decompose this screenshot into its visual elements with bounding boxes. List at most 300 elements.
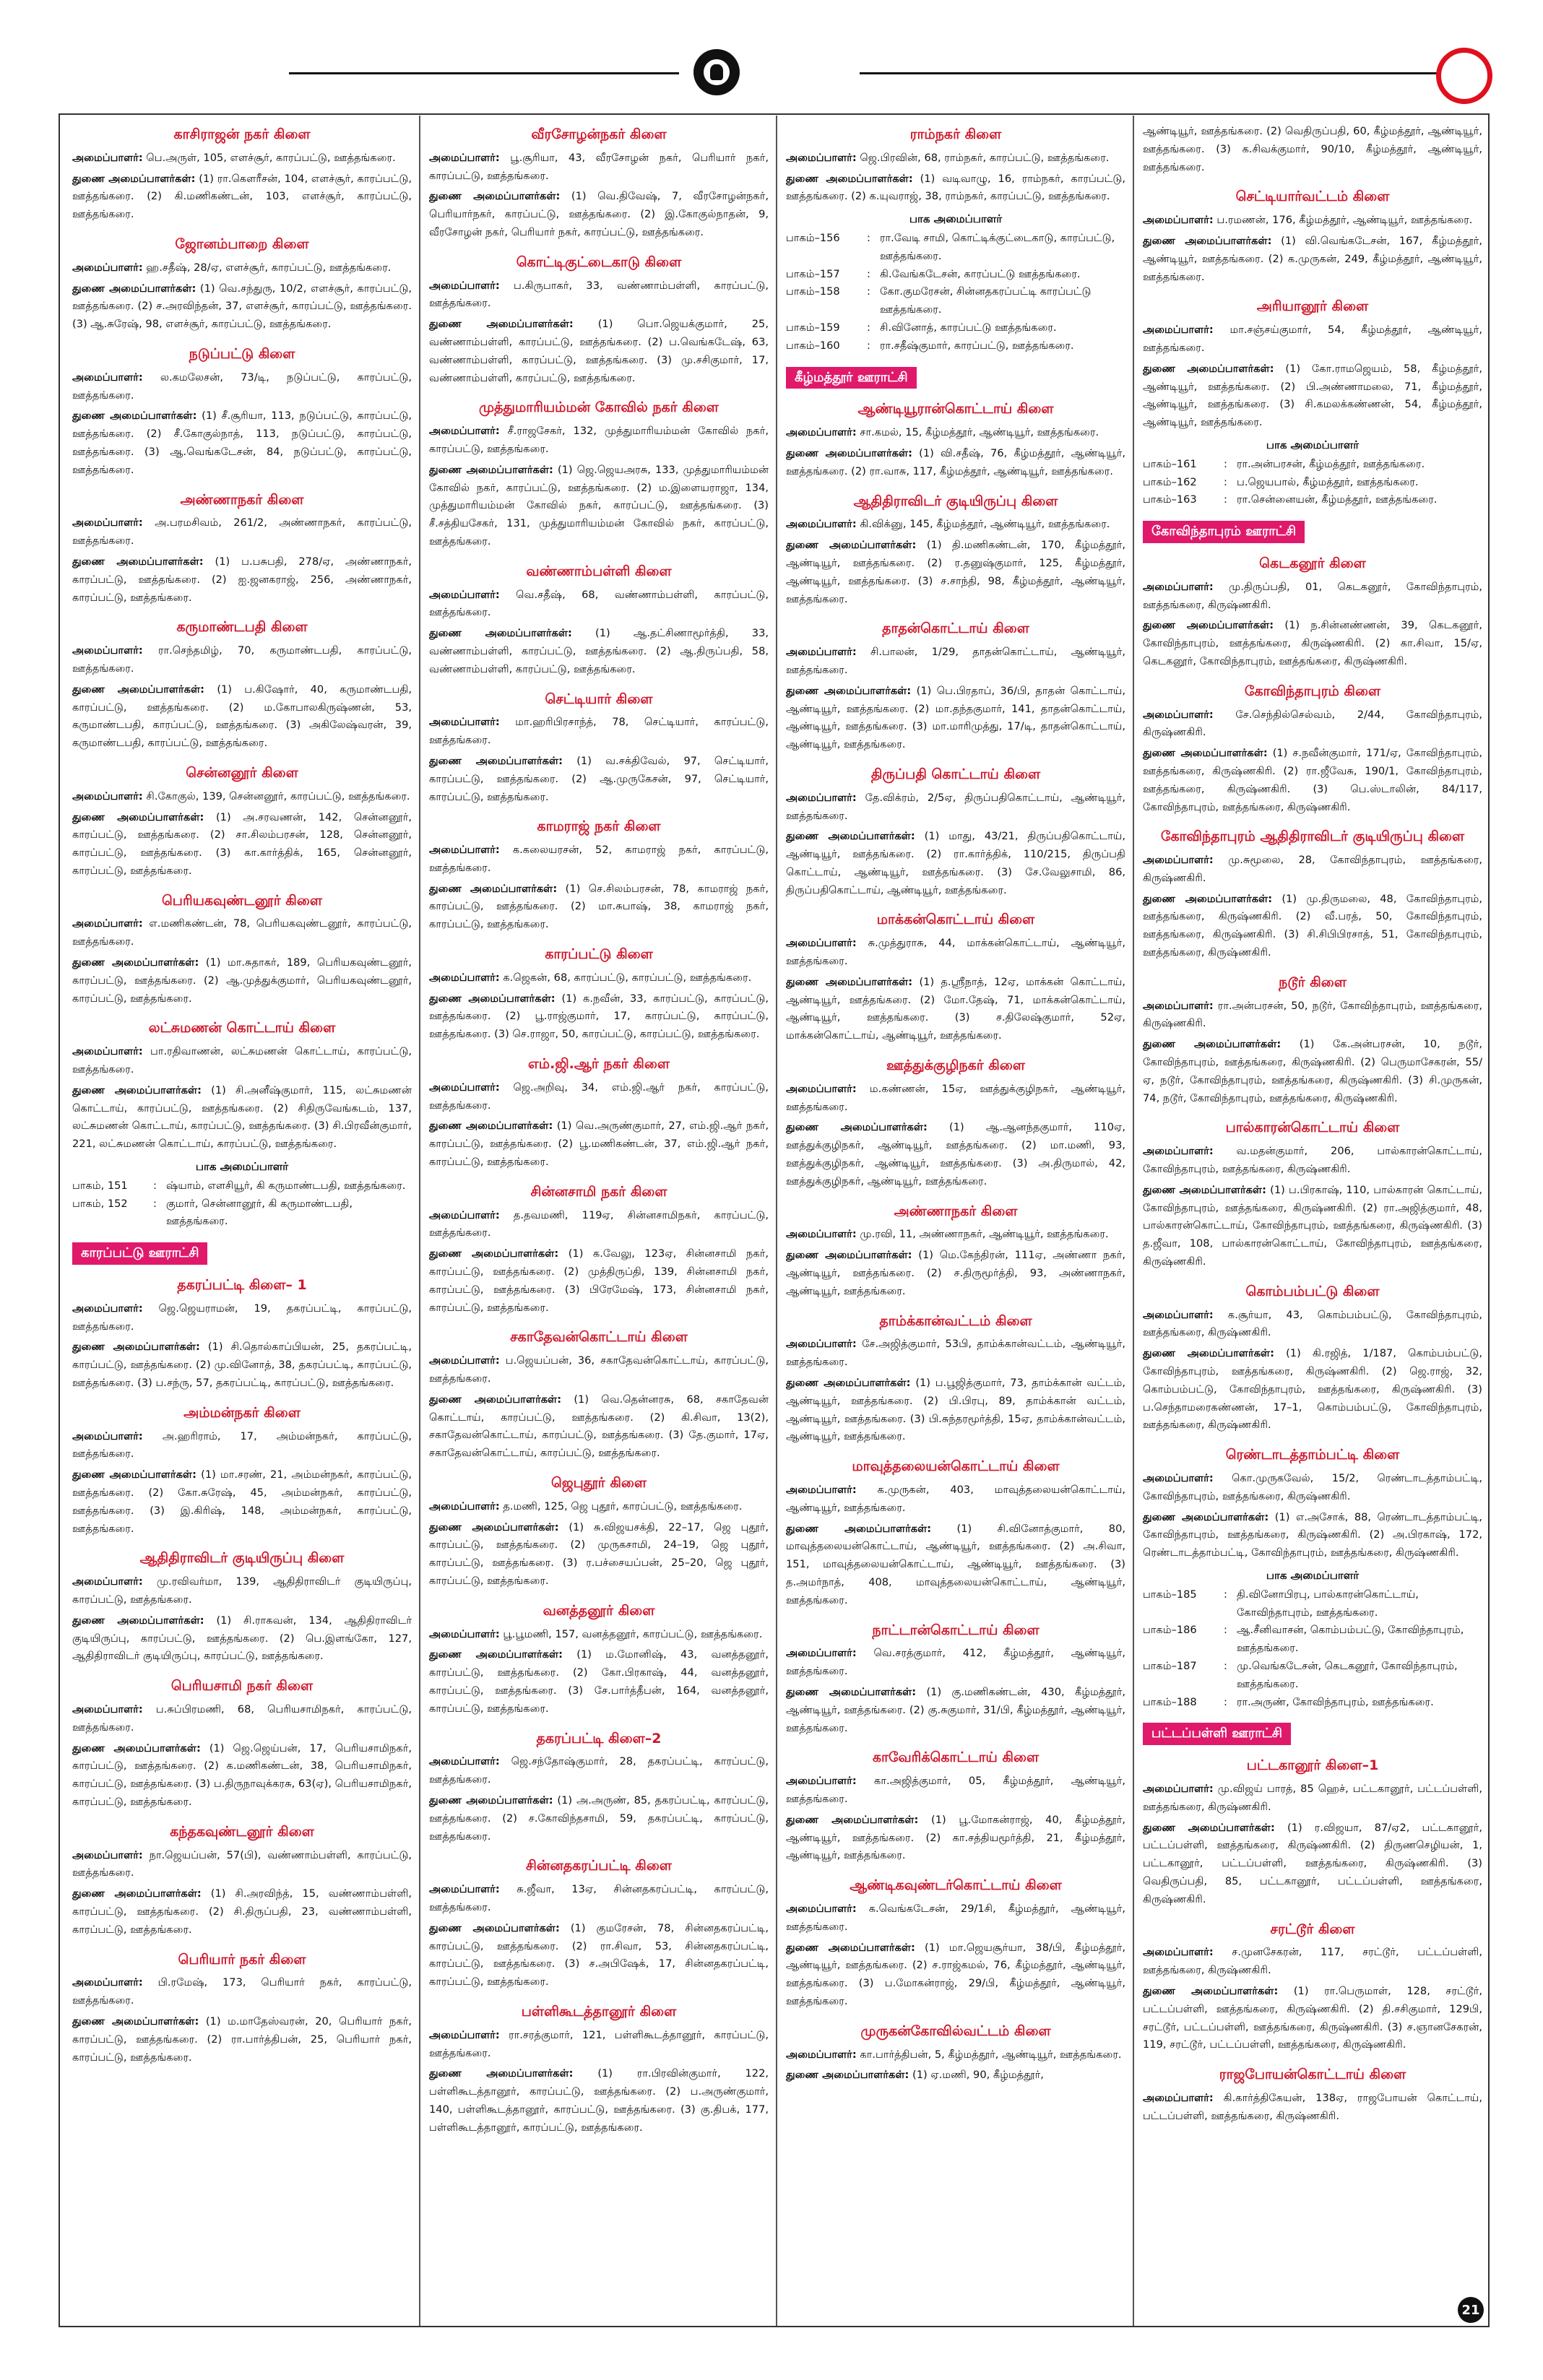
role-label: துணை அமைப்பாளர்கள்: <box>1143 619 1274 632</box>
role-label: துணை அமைப்பாளர்கள்: <box>72 555 204 568</box>
member-entry <box>429 1352 769 1388</box>
member-entry <box>1143 1470 1482 1506</box>
member-details: அ.பரமசிவம், 261/2, அண்ணாநகர், காரப்பட்டு, ஊத்தங்கரை. <box>72 516 412 548</box>
member-entry <box>72 642 412 678</box>
branch-title: காவேரிக்கொட்டாய் கிளை <box>872 1749 1040 1766</box>
branch-title: தகரப்பட்டி கிளை– 1 <box>177 1277 307 1294</box>
member-entry <box>1143 360 1482 432</box>
member-entry <box>1143 852 1482 888</box>
role-label: அமைப்பாளர்: <box>1143 2091 1214 2104</box>
role-label: அமைப்பாளர்: <box>1143 1308 1214 1321</box>
member-details: சு.முத்துராசு, 44, மாக்கன்கொட்டாய், ஆண்டியூர், ஊத்தங்கரை. <box>786 937 1125 968</box>
part-separator: : <box>867 321 870 334</box>
member-entry <box>72 788 412 806</box>
part-organizer: ரா.வேடி சாமி, கொட்டிக்குட்டைகாடு, காரப்பட்டு, ஊத்தங்கரை. <box>880 231 1115 262</box>
member-details: (1) வடிவாழு, 16, ராம்நகர், காரப்பட்டு, ஊத்தங்கரை. (2) க.யுவராஜ், 38, ராம்நகர், காரப்பட்டு, ஊத்தங்கரை. <box>786 172 1125 203</box>
role-label: அமைப்பாளர்: <box>72 789 143 802</box>
member-details: (1) ப.கிஷோர், 40, கருமாண்டபதி, காரப்பட்டு, ஊத்தங்கரை. (2) ம.கோபாலகிருஷ்ணன், 53, கருமாண்டபதி, காரப்பட்டு, ஊத்தங்கரை. (3) அகிலேஷ்வரன், 39, கருமாண்டபதி, காரப்பட்டு, ஊத்தங்கரை. <box>72 683 412 750</box>
part-number: பாகம்–162 <box>1143 475 1197 488</box>
member-details: (1) த.ஸ்ரீநாத், 12ஏ, மாக்கன் கொட்டாய், ஆண்டியூர், ஊத்தங்கரை. (2) மோ.தேஷ், 71, மாக்கன்கொட்டாய், ஆண்டியூர், ஊத்தங்கரை. (3) ச.திலேஷ்குமார், 52ஏ, மாக்கன்கொட்டாய், ஆண்டியூர், ஊத்தங்கரை. <box>786 975 1125 1042</box>
role-label: அமைப்பாளர்: <box>429 588 500 601</box>
page-number: 21 <box>1458 2297 1484 2323</box>
branch-title: சென்னனூர் கிளை <box>186 764 298 781</box>
role-label: துணை அமைப்பாளர்கள்: <box>429 992 556 1005</box>
part-number: பாகம்–156 <box>786 231 840 244</box>
header-rule-left <box>289 72 679 74</box>
member-details: (1) சி.வினோத்குமார், 80, மாவுத்தலையன்கொட்டாய், ஆண்டியூர், ஊத்தங்கரை. (2) அ.சிவா, 151, மாவுத்தலையன்கொட்டாய், ஆண்டியூர், ஊத்தங்கரை. (3) த.அமர்நாத், 408, மாவுத்தலையன்கொட்டாய், ஆண்டியூர், ஊத்தங்கரை. <box>786 1522 1125 1606</box>
branch-title: ராம்நகர் கிளை <box>909 126 1002 142</box>
member-entry <box>786 935 1125 971</box>
part-organizer: ரா.சதீஷ்குமார், காரப்பட்டு, ஊத்தங்கரை. <box>880 339 1074 352</box>
member-entry <box>72 1573 412 1609</box>
branch-title: எம்.ஜி.ஆர் நகர் கிளை <box>527 1056 670 1073</box>
branch-title: முத்துமாரியம்மன் கோவில் நகர் கிளை <box>479 399 719 416</box>
member-details: கி.விக்னு, 145, கீழ்மத்தூர், ஆண்டியூர், ஊத்தங்கரை. <box>856 518 1110 531</box>
column-divider <box>419 116 420 2326</box>
member-entry <box>1143 579 1482 615</box>
role-label: துணை அமைப்பாளர்கள்: <box>429 1520 559 1533</box>
panchayat-banner-wrap <box>72 1242 412 1265</box>
member-details: (1) எ.அசோக், 88, ரெண்டாடத்தாம்பட்டி, கோவிந்தாபுரம், ஊத்தங்கரை, கிருஷ்ணகிரி. (2) அ.பிரகாஷ், 172, ரெண்டாடத்தாம்பட்டி, கோவிந்தாபுரம், ஊத்தங்கரை, கிருஷ்ணகிரி. <box>1143 1510 1482 1559</box>
role-label: அமைப்பாளர்: <box>72 644 143 657</box>
branch-title: அண்ணாநகர் கிளை <box>180 491 304 508</box>
member-entry <box>72 514 412 550</box>
member-details: ப.கிருபாகர், 33, வண்ணாம்பள்ளி, காரப்பட்டு, ஊத்தங்கரை. <box>429 279 769 310</box>
member-details: பூ.பூமணி, 157, வனத்தனூர், காரப்பட்டு, ஊத்தங்கரை. <box>499 1627 763 1640</box>
member-entry <box>786 1645 1125 1681</box>
part-row <box>72 1177 412 1195</box>
member-details: ஜெ.சந்தோஷ்குமார், 28, தகரப்பட்டி, காரப்பட்டு, ஊத்தங்கரை. <box>429 1755 769 1786</box>
role-label: துணை அமைப்பாளர்கள்: <box>786 539 917 552</box>
member-entry <box>786 1336 1125 1372</box>
role-label: துணை அமைப்பாளர்கள்: <box>72 1887 202 1900</box>
member-entry <box>429 990 769 1044</box>
branch-title: பெரியசாமி நகர் கிளை <box>170 1678 314 1695</box>
role-label: துணை அமைப்பாளர்கள்: <box>429 1120 553 1133</box>
branch-title: திருப்பதி கொட்டாய் கிளை <box>870 766 1041 782</box>
part-separator: : <box>1224 1624 1227 1637</box>
role-label: துணை அமைப்பாளர்கள்: <box>72 1741 201 1754</box>
branch-title: கெடகனூர் கிளை <box>1259 555 1366 571</box>
member-details: (1) ச.நவீன்குமார், 171/ஏ, கோவிந்தாபுரம், ஊத்தங்கரை, கிருஷ்ணகிரி. (2) ரா.ஜீவேசு, 190/1, கோவிந்தாபுரம், ஊத்தங்கரை, கிருஷ்ணகிரி. (3) பெ.ஸ்டாலின், 84/117, கோவிந்தாபுரம், ஊத்தங்கரை, கிருஷ்ணகிரி. <box>1143 747 1482 813</box>
branch-title: கருமாண்டபதி கிளை <box>176 619 308 636</box>
part-organizer: கி.வேங்கடேசன், காரப்பட்டு ஊத்தங்கரை. <box>880 267 1081 280</box>
branch-title: ஊத்துக்குழிநகர் கிளை <box>886 1057 1025 1074</box>
member-entry <box>429 2065 769 2137</box>
role-label: துணை அமைப்பாளர்கள்: <box>786 684 912 697</box>
role-label: அமைப்பாளர்: <box>72 1575 143 1588</box>
member-entry <box>72 1885 412 1939</box>
part-row <box>1143 456 1482 474</box>
member-details: (1) மெ.கேந்திரன், 111ஏ, அண்ணா நகர், ஆண்டியூர், ஊத்தங்கரை. (2) ச.திருமூர்த்தி, 93, அண்ணாநகர், ஆண்டியூர், ஊத்தங்கரை. <box>786 1249 1125 1297</box>
corner-ring-icon <box>1436 48 1492 104</box>
panchayat-banner-wrap <box>1143 521 1482 543</box>
member-details: சு.ஜீவா, 13ஏ, சின்னதகரப்பட்டி, காரப்பட்டு, ஊத்தங்கரை. <box>429 1883 769 1913</box>
branch-title: லட்சுமணன் கொட்டாய் கிளை <box>148 1020 336 1037</box>
member-details: த.மணி, 125, ஜெ புதூர், காரப்பட்டு, ஊத்தங்கரை. <box>499 1500 743 1513</box>
member-entry <box>1143 706 1482 743</box>
part-separator: : <box>1224 475 1227 488</box>
role-label: துணை அமைப்பாளர்கள்: <box>72 410 197 423</box>
role-label: துணை அமைப்பாளர்கள்: <box>1143 1347 1274 1360</box>
member-entry <box>786 1900 1125 1937</box>
role-label: அமைப்பாளர்: <box>786 1082 857 1095</box>
role-label: துணை அமைப்பாளர்கள்: <box>72 1083 202 1096</box>
role-label: அமைப்பாளர்: <box>1143 1145 1214 1158</box>
branch-title: காரப்பட்டு கிளை <box>545 946 653 963</box>
member-entry <box>429 880 769 934</box>
column-divider <box>1133 116 1134 2326</box>
role-label: அமைப்பாளர்: <box>72 1702 143 1715</box>
part-separator: : <box>867 339 870 352</box>
member-details: (1) ரா.பிரவின்குமார், 122, பள்ளிகூடத்தானூர், காரப்பட்டு, ஊத்தங்கரை. (2) ப.அருண்குமார், 140, பள்ளிகூடத்தானூர், காரப்பட்டு, ஊத்தங்கரை. (3) கு.திபக், 177, பள்ளிகூடத்தானூர், காரப்பட்டு, ஊத்தங்கரை. <box>429 2067 769 2134</box>
role-label: அமைப்பாளர்: <box>429 1354 500 1367</box>
role-label: அமைப்பாளர்: <box>1143 1472 1214 1484</box>
column-divider <box>776 116 777 2326</box>
member-entry <box>786 1939 1125 2011</box>
member-details: (1) ரா.பெருமாள், 128, சரட்டூர், பட்டப்பள்ளி, ஊத்தங்கரை, கிருஷ்ணகிரி. (2) தி.சசிகுமார், 129பி, சரட்டூர், பட்டப்பள்ளி, ஊத்தங்கரை, கிருஷ்ணகிரி. (3) ச.ஞானசேகரன், 119, சரட்டூர், பட்டப்பள்ளி, ஊத்தங்கரை, கிருஷ்ணகிரி. <box>1143 1984 1482 2051</box>
member-details: (1) பூ.மோகன்ராஜ், 40, கீழ்மத்தூர், ஆண்டியூர், ஊத்தங்கரை. (2) கா.சத்தியமூர்த்தி, 21, கீழ்மத்தூர், ஆண்டியூர், ஊத்தங்கரை. <box>786 1813 1125 1862</box>
part-separator: : <box>153 1179 157 1192</box>
role-label: துணை அமைப்பாளர்கள்: <box>1143 234 1272 247</box>
role-label: துணை அமைப்பாளர்கள்: <box>429 463 553 476</box>
member-entry <box>72 681 412 753</box>
role-label: துணை அமைப்பாளர்கள்: <box>786 446 912 459</box>
branch-title: ஆதிதிராவிடர் குடியிருப்பு கிளை <box>139 1550 345 1567</box>
branch-title: வீரசோழன்நகர் கிளை <box>531 126 667 142</box>
member-entry <box>72 280 412 334</box>
member-entry <box>786 1226 1125 1244</box>
member-entry <box>429 423 769 459</box>
role-label: துணை அமைப்பாளர்கள்: <box>786 1685 917 1698</box>
member-details: மு.ரவிவர்மா, 139, ஆதிதிராவிடர் குடியிருப்பு, காரப்பட்டு, ஊத்தங்கரை. <box>72 1575 412 1606</box>
member-details: சி.பாலன், 1/29, தாதன்கொட்டாய், ஆண்டியூர், ஊத்தங்கரை. <box>786 646 1125 676</box>
role-label: அமைப்பாளர்: <box>786 646 857 659</box>
branch-title: மாக்கன்கொட்டாய் கிளை <box>876 912 1035 928</box>
member-entry <box>1143 233 1482 286</box>
member-entry <box>429 1245 769 1317</box>
member-details: பெ.அருள், 105, எளச்சூர், காரப்பட்டு, ஊத்தங்கரை. <box>142 151 396 164</box>
member-details: (1) ந.சின்னண்ணன், 39, கெடகனூர், கோவிந்தாபுரம், ஊத்தங்கரை, கிருஷ்ணகிரி. (2) கா.சிவா, 15/ஏ, கெடகனூர், கோவிந்தாபுரம், ஊத்தங்கரை, கிருஷ்ணகிரி. <box>1143 619 1482 667</box>
member-entry <box>429 753 769 806</box>
member-details: (1) க.வேலு, 123ஏ, சின்னசாமி நகர், காரப்பட்டு, ஊத்தங்கரை. (2) முத்திருப்தி, 139, சின்னசாமி நகர், காரப்பட்டு, ஊத்தங்கரை. (3) பிரேமேஷ், 173, சின்னசாமி நகர், காரப்பட்டு, ஊத்தங்கரை. <box>429 1247 769 1314</box>
branch-title: நடூர் கிளை <box>1279 974 1347 990</box>
role-label: துணை அமைப்பாளர்கள்: <box>786 2069 909 2082</box>
panchayat-banner: காரப்பட்டு ஊராட்சி <box>72 1242 207 1265</box>
role-label: அமைப்பாளர்: <box>429 151 500 164</box>
member-details: (1) ஆ.தட்சிணாமூர்த்தி, 33, வண்ணாம்பள்ளி, காரப்பட்டு, ஊத்தங்கரை. (2) ஆ.திருப்பதி, 58, வண்ணாம்பள்ளி, காரப்பட்டு, ஊத்தங்கரை. <box>429 627 769 675</box>
part-number: பாகம்–158 <box>786 285 840 298</box>
member-details: ம.கண்ணன், 15ஏ, ஊத்துக்குழிநகர், ஆண்டியூர், ஊத்தங்கரை. <box>786 1082 1125 1113</box>
member-entry <box>72 1701 412 1737</box>
role-label: துணை அமைப்பாளர்கள்: <box>72 1614 204 1627</box>
member-details: கி.கார்த்திகேயன், 138ஏ, ராஜபோயன் கொட்டாய், பட்டப்பள்ளி, ஊத்தங்கரை, கிருஷ்ணகிரி. <box>1143 2091 1482 2122</box>
branch-title: ஜெபுதூர் கிளை <box>550 1475 647 1491</box>
role-label: துணை அமைப்பாளர்கள்: <box>429 1648 563 1661</box>
role-label: துணை அமைப்பாளர்கள்: <box>1143 1510 1269 1523</box>
part-separator: : <box>867 231 870 244</box>
part-organizer-heading: பாக அமைப்பாளர் <box>195 1160 289 1174</box>
member-details: (1) வெ.திவேஷ், 7, வீரசோழன்நகர், பெரியார்நகர், காரப்பட்டு, ஊத்தங்கரை. (2) இ.கோகுல்நாதன், 9, வீரசோழன் நகர், பெரியார் நகர், காரப்பட்டு, ஊத்தங்கரை. <box>429 190 769 238</box>
branch-title: பெரியார் நகர் கிளை <box>178 1951 306 1968</box>
role-label: துணை அமைப்பாளர்கள்: <box>1143 1821 1275 1834</box>
branch-title: கொம்பம்பட்டு கிளை <box>1245 1283 1380 1299</box>
panchayat-banner-wrap <box>786 367 1125 389</box>
member-entry <box>429 1207 769 1243</box>
part-organizer: சி.வினோத், காரப்பட்டு ஊத்தங்கரை. <box>880 321 1057 334</box>
role-label: துணை அமைப்பாளர்கள்: <box>1143 1984 1279 1997</box>
member-entry <box>72 1300 412 1336</box>
part-organizer: கோ.குமரேசன், சின்னதகரப்பட்டி காரப்பட்டு ஊத்தங்கரை. <box>880 285 1092 316</box>
part-organizer: மு.வெங்கடேசன், கெடகனூர், கோவிந்தாபுரம், ஊத்தங்கரை. <box>1237 1659 1458 1690</box>
role-label: துணை அமைப்பாளர்கள்: <box>786 830 915 843</box>
member-details: ஹ.சதீஷ், 28/ஏ, எளச்சூர், காரப்பட்டு, ஊத்தங்கரை. <box>142 261 392 274</box>
panchayat-banner: பட்டப்பள்ளி ஊராட்சி <box>1143 1723 1291 1745</box>
member-details: (1) ப.பசுபதி, 278/ஏ, அண்ணாநகர், காரப்பட்டு, ஊத்தங்கரை. (2) ஐ.ஜனகராஜ், 256, அண்ணாநகர், காரப்பட்டு, ஊத்தங்கரை. <box>72 555 412 604</box>
member-details: கா.பார்த்திபன், 5, கீழ்மத்தூர், ஆண்டியூர், ஊத்தங்கரை. <box>856 2048 1122 2061</box>
member-entry <box>1143 123 1482 176</box>
member-entry <box>429 625 769 678</box>
member-entry <box>1143 891 1482 962</box>
branch-title: கந்தகவுண்டனூர் கிளை <box>170 1823 314 1840</box>
part-separator: : <box>1224 1659 1227 1672</box>
part-organizer: குமார், சென்னானூர், கி கருமாண்டபதி, ஊத்தங்கரை. <box>166 1197 353 1228</box>
member-details: (1) சி.அரவிந்த், 15, வண்ணாம்பள்ளி, காரப்பட்டு, ஊத்தங்கரை. (2) சி.திருப்பதி, 23, வண்ணாம்பள்ளி, காரப்பட்டு, ஊத்தங்கரை. <box>72 1887 412 1936</box>
role-label: அமைப்பாளர்: <box>429 1883 500 1896</box>
member-details: க.வெங்கடேசன், 29/1சி, கீழ்மத்தூர், ஆண்டியூர், ஊத்தங்கரை. <box>786 1902 1125 1933</box>
branch-title: செட்டியார் கிளை <box>545 691 653 707</box>
member-details: பா.ரதிவாணன், லட்சுமணன் கொட்டாய், காரப்பட்டு, ஊத்தங்கரை. <box>72 1045 412 1076</box>
role-label: அமைப்பாளர்: <box>786 1902 857 1915</box>
member-entry <box>1143 212 1482 230</box>
member-entry <box>429 1792 769 1845</box>
member-details: (1) ம.மாதேஸ்வரன், 20, பெரியார் நகர், காரப்பட்டு, ஊத்தங்கரை. (2) ரா.பார்த்திபன், 25, பெரியார் நகர், காரப்பட்டு, ஊத்தங்கரை. <box>72 2015 412 2064</box>
member-entry <box>72 170 412 224</box>
member-entry <box>1143 321 1482 358</box>
member-details: ப.சுப்பிரமணி, 68, பெரியசாமிநகர், காரப்பட்டு, ஊத்தங்கரை. <box>72 1702 412 1734</box>
member-details: (1) வெ.சந்துரு, 10/2, எளச்சூர், காரப்பட்டு, ஊத்தங்கரை. (2) ச.அரவிந்தன், 37, எளச்சூர், காரப்பட்டு, ஊத்தங்கரை. (3) ஆ.சுரேஷ், 98, எளச்சூர், காரப்பட்டு, ஊத்தங்கரை. <box>72 282 412 331</box>
role-label: துணை அமைப்பாளர்கள்: <box>72 956 199 969</box>
part-number: பாகம்–187 <box>1143 1659 1197 1672</box>
member-details: (1) மு.திருமலை, 48, கோவிந்தாபுரம், ஊத்தங்கரை, கிருஷ்ணகிரி. (2) வீ.பரத், 50, கோவிந்தாபுரம், ஊத்தங்கரை, கிருஷ்ணகிரி. (3) சி.சிபிபிரசாத், 51, கோவிந்தாபுரம், ஊத்தங்கரை, கிருஷ்ணகிரி. <box>1143 892 1482 959</box>
role-label: அமைப்பாளர்: <box>72 151 143 164</box>
member-entry <box>786 683 1125 754</box>
role-label: அமைப்பாளர்: <box>786 151 857 164</box>
branch-title: பால்காரன்கொட்டாய் கிளை <box>1225 1120 1400 1136</box>
member-details: ஜெ.பிரவின், 68, ராம்நகர், காரப்பட்டு, ஊத்தங்கரை. <box>856 151 1110 164</box>
branch-title: தகரப்பட்டி கிளை–2 <box>536 1730 662 1747</box>
member-entry <box>786 1247 1125 1300</box>
branch-title: செட்டியார்வட்டம் கிளை <box>1235 189 1390 205</box>
member-details: (1) ஆ.ஆனந்தகுமார், 110ஏ, ஊத்துக்குழிநகர், ஆண்டியூர், ஊத்தங்கரை. (2) மா.மணி, 93, ஊத்துக்குழிநகர், ஆண்டியூர், ஊத்தங்கரை. (3) அ.திருமால், 42, ஊத்துக்குழிநகர், ஆண்டியூர், ஊத்தங்கரை. <box>786 1121 1125 1187</box>
role-label: துணை அமைப்பாளர்கள்: <box>429 627 572 640</box>
branch-title: சின்னதகரப்பட்டி கிளை <box>526 1858 672 1874</box>
member-details: (1) பெ.பிரதாப், 36/பி, தாதன் கொட்டாய், ஆண்டியூர், ஊத்தங்கரை. (2) மா.தந்தகுமார், 141, தாதன்கொட்டாய், ஆண்டியூர், ஊத்தங்கரை. (3) மா.மாரிமுத்து, 17/டி, தாதன்கொட்டாய், ஆண்டியூர், ஊத்தங்கரை. <box>786 684 1125 751</box>
branch-title: ஆண்டிகவுண்டர்கொட்டாய் கிளை <box>850 1877 1062 1894</box>
role-label: அமைப்பாளர்: <box>786 1228 857 1241</box>
member-entry <box>786 1081 1125 1117</box>
member-entry <box>429 1646 769 1718</box>
member-details: (1) கு.மணிகண்டன், 430, கீழ்மத்தூர், ஆண்டியூர், ஊத்தங்கரை. (2) கு.சுகுமார், 31/பி, கீழ்மத்தூர், ஆண்டியூர், ஊத்தங்கரை. <box>786 1685 1125 1734</box>
branch-title: ரெண்டாடத்தாம்பட்டி கிளை <box>1225 1447 1400 1463</box>
part-organizer-heading: பாக அமைப்பாளர் <box>1266 1568 1360 1582</box>
role-label: துணை அமைப்பாளர்கள்: <box>429 190 561 203</box>
part-row <box>1143 1694 1482 1712</box>
member-details: க.ஜெகன், 68, காரப்பட்டு, காரப்பட்டு, ஊத்தங்கரை. <box>499 971 752 984</box>
branch-title: அண்ணாநகர் கிளை <box>894 1203 1018 1219</box>
role-label: துணை அமைப்பாளர்கள்: <box>1143 747 1268 760</box>
role-label: அமைப்பாளர்: <box>786 2048 857 2061</box>
part-organizer-heading: பாக அமைப்பாளர் <box>909 212 1003 226</box>
member-details: எ.மணிகண்டன், 78, பெரியகவுண்டனூர், காரப்பட்டு, ஊத்தங்கரை. <box>72 917 412 948</box>
member-entry <box>1143 1780 1482 1817</box>
part-row <box>786 230 1125 266</box>
part-separator: : <box>867 267 870 280</box>
member-entry <box>1143 617 1482 670</box>
branch-title: பட்டகானூர் கிளை–1 <box>1246 1757 1379 1774</box>
member-details: (1) அ.சரவணன், 142, சென்னனூர், காரப்பட்டு, ஊத்தங்கரை. (2) சா.சிலம்பரசன், 128, சென்னனூர், காரப்பட்டு, ஊத்தங்கரை. (3) கா.கார்த்திக், 165, சென்னனூர், காரப்பட்டு, ஊத்தங்கரை. <box>72 810 412 877</box>
role-label: அமைப்பாளர்: <box>786 791 857 804</box>
role-label: அமைப்பாளர்: <box>429 1755 500 1768</box>
member-entry <box>72 150 412 168</box>
member-entry <box>429 2027 769 2063</box>
member-entry <box>429 1920 769 1991</box>
panchayat-banner-wrap <box>1143 1723 1482 1745</box>
member-entry <box>786 974 1125 1045</box>
member-entry <box>429 462 769 551</box>
branch-title: அரியானூர் கிளை <box>1256 298 1369 315</box>
role-label: துணை அமைப்பாளர்கள்: <box>72 810 204 823</box>
branch-title: முருகன்கோவில்வட்டம் கிளை <box>860 2022 1051 2039</box>
member-details: பூ.சூரியா, 43, வீரசோழன் நகர், பெரியார் நகர், காரப்பட்டு, ஊத்தங்கரை. <box>429 151 769 182</box>
member-entry <box>786 789 1125 826</box>
branch-title: காமராஜ் நகர் கிளை <box>537 818 661 835</box>
member-entry <box>72 553 412 607</box>
branch-title: நாட்டான்கொட்டாய் கிளை <box>872 1622 1040 1638</box>
panchayat-banner: கோவிந்தாபுரம் ஊராட்சி <box>1143 521 1305 543</box>
role-label: அமைப்பாளர்: <box>786 937 857 950</box>
role-label: துணை அமைப்பாளர்கள்: <box>786 1249 912 1262</box>
branch-title: கொட்டிகுட்டைகாடு கிளை <box>516 254 682 270</box>
branch-title: ஆண்டியூரான்கொட்டாய் கிளை <box>857 401 1054 417</box>
column-2 <box>429 123 769 2311</box>
member-details: (1) சீ.சூரியா, 113, நடுப்பட்டு, காரப்பட்டு, ஊத்தங்கரை. (2) சீ.கோகுல்நாத், 113, நடுப்பட்டு, காரப்பட்டு, ஊத்தங்கரை. (3) ஆ.வெங்கடேசன், 84, நடுப்பட்டு, காரப்பட்டு, ஊத்தங்கரை. <box>72 410 412 476</box>
part-organizer: ரா.அன்பரசன், கீழ்மத்தூர், ஊத்தங்கரை. <box>1237 457 1425 470</box>
member-entry <box>72 954 412 1008</box>
member-details: க.முருகன், 403, மாவுத்தலையன்கொட்டாய், ஆண்டியூர், ஊத்தங்கரை. <box>786 1484 1125 1514</box>
member-details: ப.ரமணன், 176, கீழ்மத்தூர், ஆண்டியூர், ஊத்தங்கரை. <box>1213 214 1473 227</box>
part-number: பாகம்–161 <box>1143 457 1197 470</box>
part-number: பாகம்–160 <box>786 339 840 352</box>
member-entry <box>786 1520 1125 1610</box>
member-entry <box>786 1684 1125 1737</box>
member-details: சீ.ராஜசேகர், 132, முத்துமாரியம்மன் கோவில் நகர், காரப்பட்டு, ஊத்தங்கரை. <box>429 425 769 455</box>
role-label: துணை அமைப்பாளர்கள்: <box>429 1393 562 1406</box>
member-details: ச.முனசேகரன், 117, சரட்டூர், பட்டப்பள்ளி, ஊத்தங்கரை, கிருஷ்ணகிரி. <box>1143 1946 1482 1977</box>
member-entry <box>786 424 1125 442</box>
member-details: (1) செ.சிலம்பரசன், 78, காமராஜ் நகர், காரப்பட்டு, ஊத்தங்கரை. (2) மா.சுபாஷ், 38, காமராஜ் நகர், காரப்பட்டு, ஊத்தங்கரை. <box>429 882 769 931</box>
role-label: துணை அமைப்பாளர்கள்: <box>786 1522 932 1535</box>
part-separator: : <box>1224 1695 1227 1708</box>
branch-title: பள்ளிகூடத்தானூர் கிளை <box>521 2003 677 2020</box>
member-details: (1) மா.சரண், 21, அம்மன்நகர், காரப்பட்டு, ஊத்தங்கரை. (2) கோ.சுரேஷ், 45, அம்மன்நகர், காரப்பட்டு, ஊத்தங்கரை. (3) இ.கிரிஷ், 148, அம்மன்நகர், காரப்பட்டு, ஊத்தங்கரை. <box>72 1468 412 1535</box>
role-label: துணை அமைப்பாளர்கள்: <box>429 754 563 767</box>
branch-title: சகாதேவன்கொட்டாய் கிளை <box>510 1329 688 1346</box>
member-details: (1) க.நவீன், 33, காரப்பட்டு, காரப்பட்டு, ஊத்தங்கரை. (2) பூ.ராஜ்குமார், 17, காரப்பட்டு, காரப்பட்டு, ஊத்தங்கரை. (3) செ.ராஜா, 50, காரப்பட்டு, காரப்பட்டு, ஊத்தங்கரை. <box>429 992 769 1041</box>
part-row <box>1143 474 1482 492</box>
role-label: அமைப்பாளர்: <box>72 917 143 930</box>
member-entry <box>429 587 769 623</box>
role-label: அமைப்பாளர்: <box>1143 708 1214 721</box>
member-details: கா.அஜித்குமார், 05, கீழ்மத்தூர், ஆண்டியூர், ஊத்தங்கரை. <box>786 1775 1125 1805</box>
role-label: அமைப்பாளர்: <box>1143 1782 1214 1795</box>
member-details: (1) வி.சதீஷ், 76, கீழ்மத்தூர், ஆண்டியூர், ஊத்தங்கரை. (2) ரா.வாசு, 117, கீழ்மத்தூர், ஆண்டியூர், ஊத்தங்கரை. <box>786 446 1125 477</box>
part-organizer: ஆ.சீனிவாசன், கொம்பம்பட்டு, கோவிந்தாபுரம், ஊத்தங்கரை. <box>1237 1624 1464 1655</box>
role-label: துணை அமைப்பாளர்கள்: <box>429 318 574 331</box>
member-entry <box>1143 1983 1482 2054</box>
role-label: அமைப்பாளர்: <box>1143 1946 1214 1959</box>
branch-title: ஆதிதிராவிடர் குடியிருப்பு கிளை <box>853 493 1058 509</box>
member-details: (1) சு.விஜயசக்தி, 22–17, ஜெ புதூர், காரப்பட்டு, ஊத்தங்கரை. (2) முருகசாமி, 24–19, ஜெ புதூர், காரப்பட்டு, ஊத்தங்கரை. (3) ர.பச்சையப்பன், 25–20, ஜெ புதூர், காரப்பட்டு, ஊத்தங்கரை. <box>429 1520 769 1587</box>
member-details: (1) ம.மோனிஷ், 43, வனத்தனூர், காரப்பட்டு, ஊத்தங்கரை. (2) கோ.பிரகாஷ், 44, வனத்தனூர், காரப்பட்டு, ஊத்தங்கரை. (3) சே.பார்த்தீபன், 164, வனத்தனூர், காரப்பட்டு, ஊத்தங்கரை. <box>429 1648 769 1715</box>
member-details: (1) வ.சக்திவேல், 97, செட்டியார், காரப்பட்டு, ஊத்தங்கரை. (2) ஆ.முருகேசன், 97, செட்டியார், காரப்பட்டு, ஊத்தங்கரை. <box>429 754 769 803</box>
branch-title: வண்ணாம்பள்ளி கிளை <box>526 563 672 579</box>
member-details: (1) ர.விஜயா, 87/ஏ2, பட்டகானூர், பட்டப்பள்ளி, ஊத்தங்கரை, கிருஷ்ணகிரி. (2) திருணசெழியன், 1, பட்டகானூர், பட்டப்பள்ளி, ஊத்தங்கரை, கிருஷ்ணகிரி. (3) வெதிருப்பதி, 85, பட்டகானூர், பட்டப்பள்ளி, ஊத்தங்கரை, கிருஷ்ணகிரி. <box>1143 1821 1482 1905</box>
column-3 <box>786 123 1125 2311</box>
member-details: (1) ப.பூஜித்குமார், 73, தாம்க்கான் வட்டம், ஆண்டியூர், ஊத்தங்கரை. (2) பி.பிரபு, 89, தாம்க்கான் வட்டம், ஆண்டியூர், ஊத்தங்கரை. (3) பி.சுந்தரமூர்த்தி, 15ஏ, தாம்க்கான்வட்டம், ஆண்டியூர், ஊத்தங்கரை. <box>786 1377 1125 1443</box>
part-separator: : <box>1224 457 1227 470</box>
role-label: துணை அமைப்பாளர்கள்: <box>1143 1183 1266 1196</box>
header-rule-right <box>860 72 1438 74</box>
member-details: ஆண்டியூர், ஊத்தங்கரை. (2) வெதிருப்பதி, 60, கீழ்மத்தூர், ஆண்டியூர், ஊத்தங்கரை. (3) க.சிவக்குமார், 90/10, கீழ்மத்தூர், ஆண்டியூர், ஊத்தங்கரை. <box>1143 125 1482 173</box>
member-entry <box>786 1375 1125 1446</box>
member-entry <box>1143 998 1482 1034</box>
member-entry <box>1143 1036 1482 1107</box>
member-details: வெ.சதீஷ், 68, வண்ணாம்பள்ளி, காரப்பட்டு, ஊத்தங்கரை. <box>429 588 769 619</box>
member-details: (1) பொ.ஜெயக்குமார், 25, வண்ணாம்பள்ளி, காரப்பட்டு, ஊத்தங்கரை. (2) ப.வெங்கடேஷ், 63, வண்ணாம்பள்ளி, காரப்பட்டு, ஊத்தங்கரை. (3) மு.சசிகுமார், 17, வண்ணாம்பள்ளி, காரப்பட்டு, ஊத்தங்கரை. <box>429 318 769 384</box>
role-label: அமைப்பாளர்: <box>72 371 143 384</box>
member-entry <box>1143 1307 1482 1343</box>
member-details: (1) மா.ஜெயசூர்யா, 38/பி, கீழ்மத்தூர், ஆண்டியூர், ஊத்தங்கரை. (2) ச.ராஜ்கமல், 76, கீழ்மத்தூர், ஆண்டியூர், ஊத்தங்கரை. (3) ப.மோகன்ராஜ், 29/பி, கீழ்மத்தூர், ஆண்டியூர், ஊத்தங்கரை. <box>786 1941 1125 2007</box>
part-separator: : <box>867 285 870 298</box>
role-label: துணை அமைப்பாளர்கள்: <box>1143 362 1274 375</box>
role-label: அமைப்பாளர்: <box>429 425 500 438</box>
member-details: ரா.அன்பரசன், 50, நடூர், கோவிந்தாபுரம், ஊத்தங்கரை, கிருஷ்ணகிரி. <box>1143 999 1482 1030</box>
part-row <box>1143 1658 1482 1694</box>
role-label: அமைப்பாளர்: <box>72 516 143 529</box>
branch-title: தாம்க்கான்வட்டம் கிளை <box>879 1312 1032 1329</box>
member-details: ல.கமலேசன், 73/டி, நடுப்பட்டு, காரப்பட்டு, ஊத்தங்கரை. <box>72 371 412 402</box>
part-organizer: ஷ்யாம், எளசியூர், கி கருமாண்டபதி, ஊத்தங்கரை. <box>166 1179 406 1192</box>
part-organizer-heading: பாக அமைப்பாளர் <box>1266 438 1360 451</box>
member-details: (1) சி.ராகவன், 134, ஆதிதிராவிடர் குடியிருப்பு, காரப்பட்டு, ஊத்தங்கரை. (2) பெ.இளங்கோ, 127, ஆதிதிராவிடர் குடியிருப்பு, காரப்பட்டு, ஊத்தங்கரை. <box>72 1614 412 1663</box>
role-label: துணை அமைப்பாளர்கள்: <box>429 1247 559 1260</box>
role-label: துணை அமைப்பாளர்கள்: <box>72 2015 199 2028</box>
member-details: க.சூர்யா, 43, கொம்பம்பட்டு, கோவிந்தாபுரம், ஊத்தங்கரை, கிருஷ்ணகிரி. <box>1143 1308 1482 1339</box>
role-label: அமைப்பாளர்: <box>72 1429 143 1442</box>
member-details: (1) தி.மணிகண்டன், 170, கீழ்மத்தூர், ஆண்டியூர், ஊத்தங்கரை. (2) ர.தனுஷ்குமார், 125, கீழ்மத்தூர், ஆண்டியூர், ஊத்தங்கரை. (3) ச.சாந்தி, 98, கீழ்மத்தூர், ஆண்டியூர், ஊத்தங்கரை. <box>786 539 1125 605</box>
part-separator: : <box>1224 1588 1227 1601</box>
role-label: துணை அமைப்பாளர்கள்: <box>1143 1038 1281 1051</box>
member-details: (1) ரா.கௌரீசன், 104, எளச்சூர், காரப்பட்டு, ஊத்தங்கரை. (2) கி.மணிகண்டன், 103, எளச்சூர், காரப்பட்டு, ஊத்தங்கரை. <box>72 172 412 221</box>
role-label: துணை அமைப்பாளர்கள்: <box>72 683 205 696</box>
column-1 <box>72 123 412 2311</box>
member-entry <box>429 714 769 750</box>
role-label: அமைப்பாளர்: <box>429 844 500 857</box>
role-label: துணை அமைப்பாளர்கள்: <box>429 1793 553 1806</box>
role-label: துணை அமைப்பாளர்கள்: <box>72 1341 200 1354</box>
part-organizer: ரா.அருண், கோவிந்தாபுரம், ஊத்தங்கரை. <box>1237 1695 1434 1708</box>
